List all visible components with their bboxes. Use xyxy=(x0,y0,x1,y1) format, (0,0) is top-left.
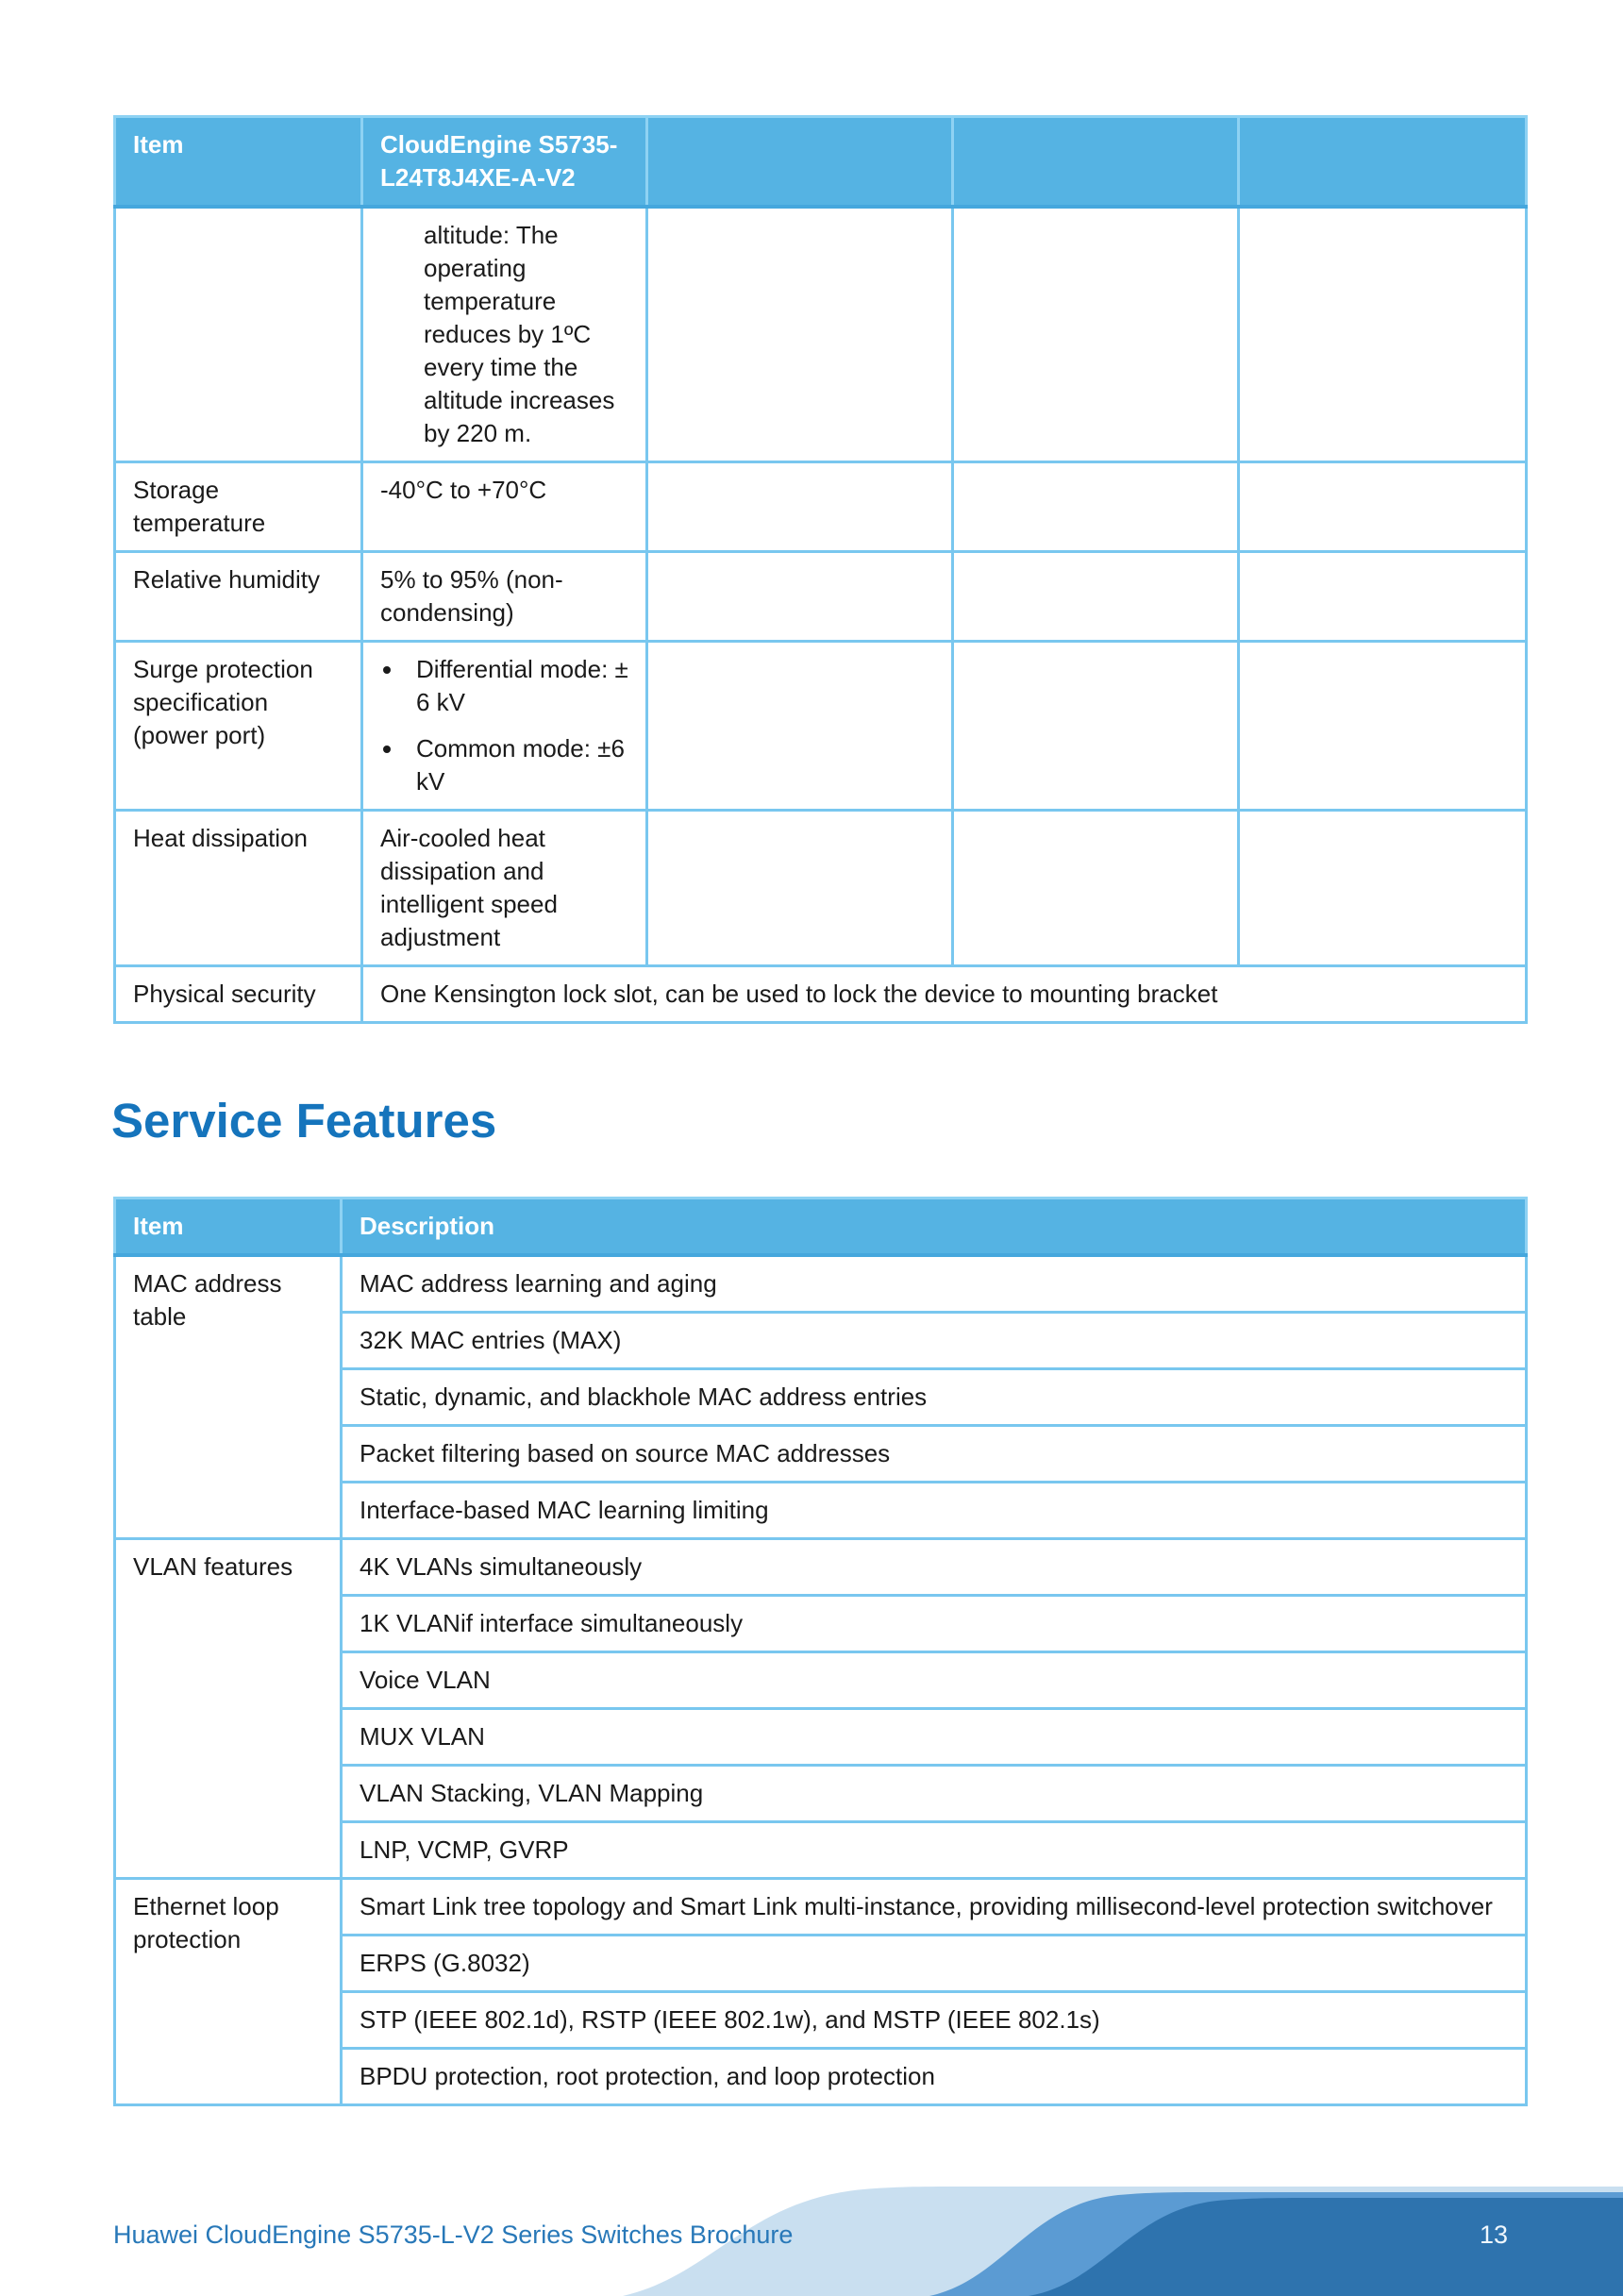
empty-cell xyxy=(953,811,1239,966)
spec-header-empty-2 xyxy=(953,117,1239,208)
service-desc-cell: Smart Link tree topology and Smart Link multi-instance, providing millisecond-level protection switchover xyxy=(342,1879,1527,1936)
bullet-item: • Differential mode: ± 6 kV xyxy=(405,653,628,719)
service-desc-cell: 1K VLANif interface simultaneously xyxy=(342,1596,1527,1652)
spec-value-cell: altitude: The operating temperature reduces by 1ºC every time the altitude increases by 220 m. xyxy=(362,207,647,462)
table-row xyxy=(115,1879,1527,1936)
empty-cell xyxy=(953,642,1239,811)
footer-wave-graphic xyxy=(0,2107,1623,2296)
spec-header-item: Item xyxy=(115,117,362,208)
service-item-cell-mac: MAC address table xyxy=(115,1255,342,1539)
spec-row-relative-humidity xyxy=(115,552,1527,642)
page-number: 13 xyxy=(1479,2221,1508,2249)
service-desc-cell: LNP, VCMP, GVRP xyxy=(342,1822,1527,1879)
spec-table xyxy=(113,115,1528,1024)
footer-document-title: Huawei CloudEngine S5735-L-V2 Series Switches Brochure xyxy=(113,2221,794,2249)
spec-row-physical-security xyxy=(115,966,1527,1023)
spec-row-altitude-continuation xyxy=(115,207,1527,462)
empty-cell xyxy=(953,462,1239,552)
spec-item-cell: Relative humidity xyxy=(115,552,362,642)
table-row xyxy=(115,1539,1527,1596)
service-table-header-row xyxy=(115,1198,1527,1256)
spec-value-cell xyxy=(362,642,647,811)
spec-value-cell-span: One Kensington lock slot, can be used to lock the device to mounting bracket xyxy=(362,966,1527,1023)
spec-item-cell xyxy=(115,207,362,462)
service-features-table xyxy=(113,1197,1528,2106)
spec-value-cell: Air-cooled heat dissipation and intelligent speed adjustment xyxy=(362,811,647,966)
service-desc-cell: ERPS (G.8032) xyxy=(342,1936,1527,1992)
bullet-list xyxy=(380,653,628,798)
spec-value-cell: 5% to 95% (non-condensing) xyxy=(362,552,647,642)
service-desc-cell: BPDU protection, root protection, and loop protection xyxy=(342,2049,1527,2105)
service-desc-cell: Interface-based MAC learning limiting xyxy=(342,1483,1527,1539)
service-desc-cell: Packet filtering based on source MAC addresses xyxy=(342,1426,1527,1483)
service-header-description: Description xyxy=(342,1198,1527,1256)
empty-cell xyxy=(953,207,1239,462)
spec-row-heat-dissipation xyxy=(115,811,1527,966)
spec-header-empty-1 xyxy=(647,117,953,208)
spec-item-cell: Storage temperature xyxy=(115,462,362,552)
service-desc-cell: Static, dynamic, and blackhole MAC address entries xyxy=(342,1369,1527,1426)
spec-row-surge-protection xyxy=(115,642,1527,811)
empty-cell xyxy=(1239,811,1527,966)
empty-cell xyxy=(1239,207,1527,462)
empty-cell xyxy=(647,642,953,811)
empty-cell xyxy=(1239,462,1527,552)
service-header-item: Item xyxy=(115,1198,342,1256)
spec-item-cell: Physical security xyxy=(115,966,362,1023)
spec-table-header-row xyxy=(115,117,1527,208)
service-item-cell-ethernet-loop: Ethernet loop protection xyxy=(115,1879,342,2105)
page-section-heading: Service Features xyxy=(111,1094,497,1148)
service-desc-cell: STP (IEEE 802.1d), RSTP (IEEE 802.1w), and MSTP (IEEE 802.1s) xyxy=(342,1992,1527,2049)
empty-cell xyxy=(1239,552,1527,642)
empty-cell xyxy=(953,552,1239,642)
service-desc-cell: 4K VLANs simultaneously xyxy=(342,1539,1527,1596)
spec-header-model: CloudEngine S5735-L24T8J4XE-A-V2 xyxy=(362,117,647,208)
service-desc-cell: VLAN Stacking, VLAN Mapping xyxy=(342,1766,1527,1822)
spec-row-storage-temperature xyxy=(115,462,1527,552)
service-desc-cell: MUX VLAN xyxy=(342,1709,1527,1766)
spec-item-cell: Surge protection specification (power port) xyxy=(115,642,362,811)
service-item-cell-vlan: VLAN features xyxy=(115,1539,342,1879)
empty-cell xyxy=(647,462,953,552)
service-desc-cell: 32K MAC entries (MAX) xyxy=(342,1313,1527,1369)
spec-value-cell: -40°C to +70°C xyxy=(362,462,647,552)
empty-cell xyxy=(647,811,953,966)
service-desc-cell: MAC address learning and aging xyxy=(342,1255,1527,1313)
spec-item-cell: Heat dissipation xyxy=(115,811,362,966)
spec-header-empty-3 xyxy=(1239,117,1527,208)
table-row xyxy=(115,1255,1527,1313)
service-desc-cell: Voice VLAN xyxy=(342,1652,1527,1709)
empty-cell xyxy=(647,207,953,462)
bullet-item: • Common mode: ±6 kV xyxy=(405,732,628,798)
empty-cell xyxy=(647,552,953,642)
empty-cell xyxy=(1239,642,1527,811)
